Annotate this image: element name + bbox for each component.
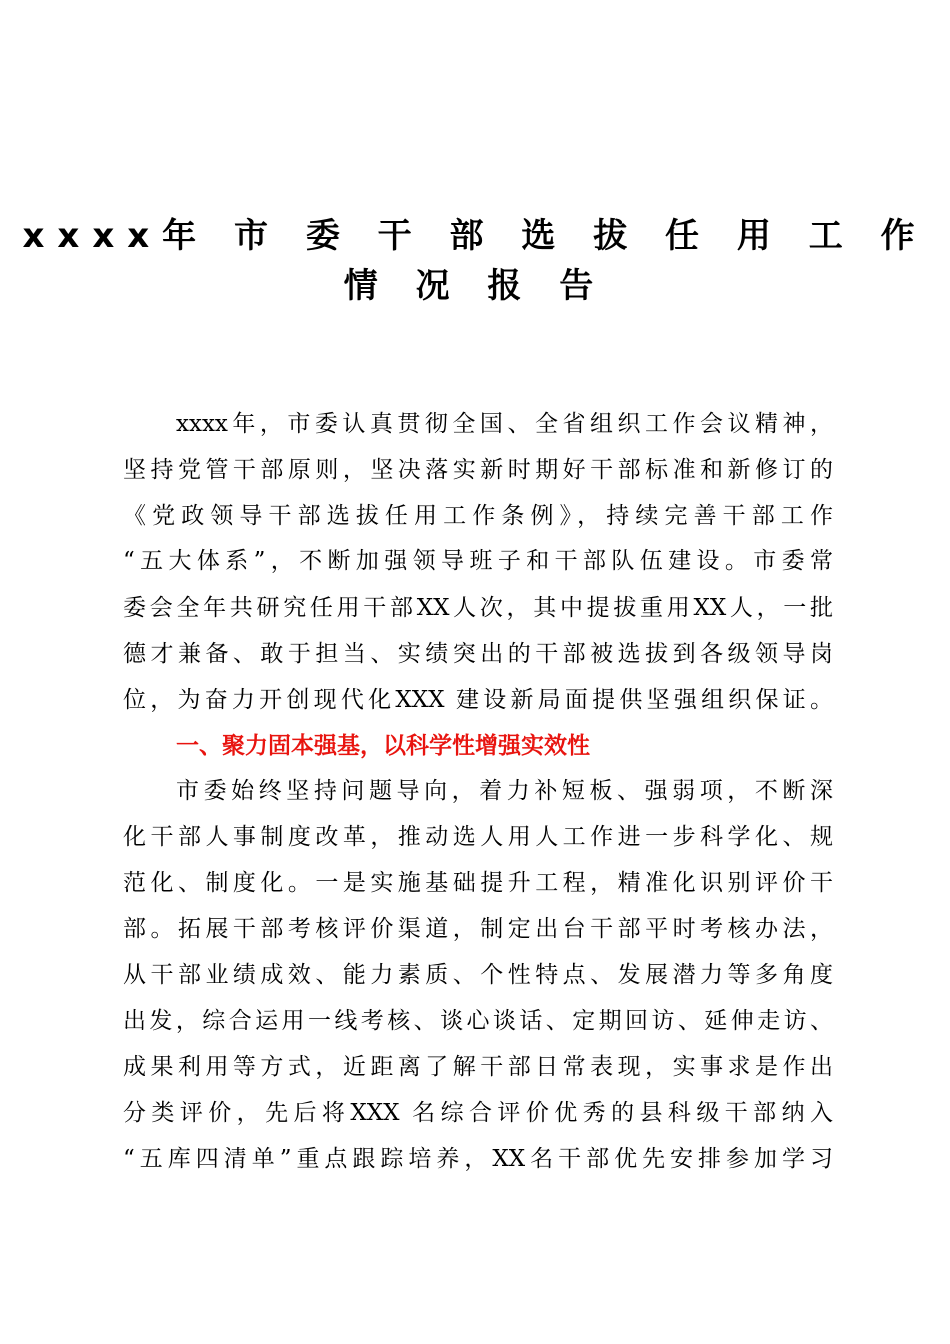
section-heading: 一、聚力固本强基，以科学性增强实效性 bbox=[176, 733, 590, 759]
text-line: 成果利用等方式，近距离了解干部日常表现，实事求是作出 bbox=[123, 1054, 833, 1080]
text-line: 出发，综合运用一线考核、谈心谈话、定期回访、延伸走访、 bbox=[123, 1008, 833, 1034]
text-line: 位，为奋力开创现代化XXX 建设新局面提供坚强组织保证。 bbox=[123, 687, 833, 713]
text-line: “五大体系”，不断加强领导班子和干部队伍建设。市委常 bbox=[123, 548, 833, 574]
document-title-line-2: 情 况 报 告 bbox=[343, 266, 607, 306]
text-line: 坚持党管干部原则，坚决落实新时期好干部标准和新修订的 bbox=[123, 457, 833, 483]
text-line: 委会全年共研究任用干部XX人次，其中提拔重用XX人，一批 bbox=[123, 595, 833, 621]
document-title-line-1: xxxx年 市 委 干 部 选 拔 任 用 工 作 bbox=[22, 216, 928, 256]
text-line: 《党政领导干部选拔任用工作条例》，持续完善干部工作 bbox=[123, 503, 833, 529]
text-line: 德才兼备、敢于担当、实绩突出的干部被选拔到各级领导岗 bbox=[123, 641, 833, 667]
text-line: 范化、制度化。一是实施基础提升工程，精准化识别评价干 bbox=[123, 870, 833, 896]
text-line: 部。拓展干部考核评价渠道，制定出台干部平时考核办法， bbox=[123, 916, 833, 942]
text-line: “五库四清单”重点跟踪培养，XX名干部优先安排参加学习 bbox=[123, 1146, 833, 1172]
text-line: 从干部业绩成效、能力素质、个性特点、发展潜力等多角度 bbox=[123, 962, 833, 988]
text-line: xxxx年，市委认真贯彻全国、全省组织工作会议精神， bbox=[176, 411, 833, 437]
text-line: 化干部人事制度改革，推动选人用人工作进一步科学化、规 bbox=[123, 824, 833, 850]
text-line: 分类评价，先后将XXX 名综合评价优秀的县科级干部纳入 bbox=[123, 1100, 833, 1126]
text-line: 市委始终坚持问题导向，着力补短板、强弱项，不断深 bbox=[176, 778, 833, 804]
